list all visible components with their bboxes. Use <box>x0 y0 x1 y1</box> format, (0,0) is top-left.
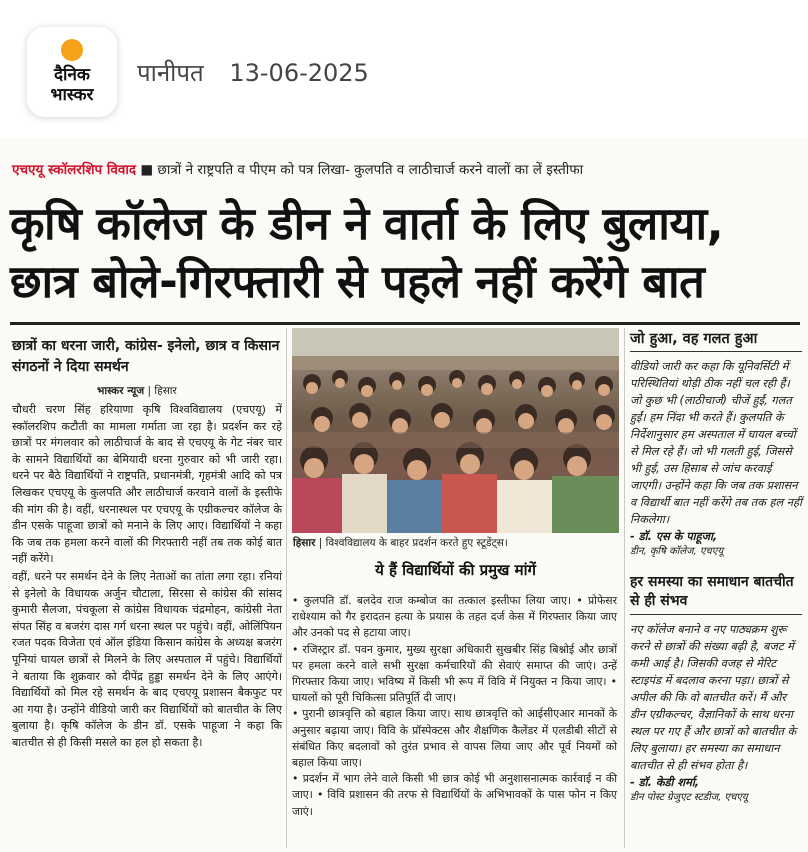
demand-item: • कुलपति डॉ. बलदेव राज कम्बोज का तत्काल इस्तीफा लिया जाए। • प्रोफेसर राधेश्याम को गैर इरादतन हत्या के प्रयास के तहत दर्ज केस में गिरफ्तार किया जाए और उनको पद से हटाया जाए। <box>292 594 617 640</box>
article-byline: भास्कर न्यूज | हिसार <box>97 385 177 397</box>
logo-line1: दैनिक <box>54 65 90 85</box>
demands-title: ये हैं विद्यार्थियों की प्रमुख मांगें <box>375 561 536 579</box>
article-kicker <box>12 160 583 178</box>
headline-line1: कृषि कॉलेज के डीन ने वार्ता के लिए बुलाया, <box>10 197 724 250</box>
sidebar-column <box>630 330 802 805</box>
caption-text: विश्वविद्यालय के बाहर प्रदर्शन करते हुए स्टूडेंट्स। <box>325 537 508 549</box>
newspaper-clipping <box>0 138 808 852</box>
edition-date: 13-06-2025 <box>229 59 369 87</box>
crowd-illustration <box>292 328 619 533</box>
column-divider-right <box>624 328 625 848</box>
photo-caption: हिसार | विश्वविद्यालय के बाहर प्रदर्शन करते हुए स्टूडेंट्स। <box>293 537 508 549</box>
sidebar-box2-designation: डीन पोस्ट ग्रेजुएट स्टडीज, एचएयू <box>630 792 748 803</box>
demands-list <box>292 593 617 820</box>
headline-line2: छात्र बोले-गिरफ्तारी से पहले नहीं करेंगे बात <box>10 255 705 308</box>
sidebar-box1-signature: - डॉ. एस के पाहूजा, <box>630 530 718 543</box>
main-story-column <box>12 336 282 752</box>
edition-city: पानीपत <box>137 59 204 87</box>
sidebar-box1-body: वीडियो जारी कर कहा कि यूनिवर्सिटी में परिस्थितियां थोड़ी ठीक नहीं चल रही हैं। जो कुछ भी (लाठीचार्ज) चीजें हुईं, गलत हुईं। हम निंदा भी करते हैं। कुलपति के निर्देशानुसार हम अस्पताल में घायल बच्चों से मिल रहे हैं। जो भी गलती हुई, जिससे भी हुई, उस हिसाब से जांच करवाई जाएगी। उन्होंने कहा कि जब तक प्रशासन व विद्यार्थी बात नहीं करेंगे तब तक हल नहीं निकलेगा। <box>630 360 802 526</box>
byline-source: भास्कर न्यूज <box>97 385 145 397</box>
article-headline <box>10 195 800 311</box>
app-header <box>0 0 808 138</box>
kicker-label: एचएयू स्कॉलरशिप विवाद <box>12 162 137 178</box>
demand-item: • पुरानी छात्रवृत्ति को बहाल किया जाए। साथ छात्रवृत्ति को आईसीएआर मानकों के अनुसार बढ़ाया जाए। विवि के प्रॉस्पेक्टस और शैक्षणिक कैलेंडर में एलडीबी सीटों से संबंधित किए बदलावों को तुरंत प्रभाव से वापस लिया जाए और पूर्व नियमों को बहाल किया जाए। <box>292 707 617 770</box>
article-subheading: छात्रों का धरना जारी, कांग्रेस- इनेलो, छात्र व किसान संगठनों ने दिया समर्थन <box>12 338 280 375</box>
logo-line2: भास्कर <box>50 85 94 105</box>
headline-rule <box>10 322 800 325</box>
body-paragraph-2: वहीं, धरने पर समर्थन देने के लिए नेताओं का तांता लगा रहा। रनियां से इनेलो के विधायक अर्जुन चौटाला, सिरसा से कांग्रेस की सांसद कुमारी सैलजा, पंचकूला से कांग्रेस विधायक चंद्रमोहन, कांग्रेसी नेता संपत सिंह व बजरंग दास गर्ग धरना स्थल पर पहुंचे। वहीं, ओलिंपियन रजत पदक विजेता एवं ऑल इंडिया किसान कांग्रेस के अध्यक्ष बजरंग पूनियां घायल छात्रों से मिलने के लिए अस्पताल में पहुंचे। विद्यार्थियों ने बताया कि शुक्रवार को दीपेंद्र हुड्डा समर्थन देने के लिए आएंगे। विद्यार्थियों को मिल रहे समर्थन के बाद एचएयू प्रशासन बैकफुट पर आ गया है। उन्होंने वीडियो जारी कर विद्यार्थियों को बातचीत के लिए बुलाया है। कृषि कॉलेज के डीन डॉ. एसके पाहूजा ने कहा कि बातचीत से ही किसी मसले का हल हो सकता है। <box>12 569 282 749</box>
sidebar-box1-title: जो हुआ, वह गलत हुआ <box>630 330 802 352</box>
kicker-text: छात्रों ने राष्ट्रपति व पीएम को पत्र लिखा- कुलपति व लाठीचार्ज करने वालों का लें इस्तीफा <box>157 162 584 178</box>
body-paragraph-1: चौधरी चरण सिंह हरियाणा कृषि विश्वविद्यालय (एचएयू) में स्कॉलरशिप कटौती का मामला गर्माता जा रहा है। प्रदर्शन कर रहे छात्रों पर मंगलवार को लाठीचार्ज के बाद से एचएयू के गेट नंबर चार के सामने विद्यार्थियों का बेमियादी धरना गुरुवार को भी जारी रहा। धरने पर बैठे विद्यार्थियों ने राष्ट्रपति, प्रधानमंत्री, गृहमंत्री आदि को पत्र लिखकर एचएयू के कुलपति और लाठीचार्ज करवाने वालों के इस्तीफे की मांग की है। वहीं, धरनास्थल पर एचएयू के एग्रीकल्चर कॉलेज के डीन एसके पाहूजा छात्रों को मनाने के लिए आए। विद्यार्थियों ने कहा कि जब तक हमला करने वालों की गिरफ्तारी नहीं तब तक कोई बात नहीं करेंगे। <box>12 403 282 566</box>
dainik-bhaskar-logo[interactable] <box>27 27 117 117</box>
article-body <box>12 402 282 751</box>
sidebar-box2-signature: - डॉ. केडी शर्मा, <box>630 776 700 789</box>
byline-place: हिसार <box>154 385 177 397</box>
kicker-separator: ■ <box>140 162 158 178</box>
sidebar-box2-title: हर समस्या का समाधान बातचीत से ही संभव <box>630 573 802 615</box>
demand-item: • रजिस्ट्रार डॉ. पवन कुमार, मुख्य सुरक्षा अधिकारी सुखबीर सिंह बिश्नोई और छात्रों पर हमला करने वाले सभी सुरक्षा कर्मचारियों की सेवाएं समाप्त की जाएं। उन्हें गिरफ्तार किया जाए। भविष्य में किसी भी रूप में विवि में नियुक्त न किया जाए। • घायलों को पूरी चिकित्सा प्रतिपूर्ति दी जाए। <box>292 642 617 705</box>
column-divider-left <box>286 328 287 848</box>
edition-dateline <box>137 56 387 89</box>
demand-item: • प्रदर्शन में भाग लेने वाले किसी भी छात्र कोई भी अनुशासनात्मक कार्रवाई न की जाए। • विवि प्रशासन की तरफ से विद्यार्थियों के अभिभावकों के पास फोन न किए जाएं। <box>292 772 617 818</box>
caption-place: हिसार <box>293 537 316 549</box>
sun-logo-icon <box>61 39 83 61</box>
sidebar-box2-body: नए कॉलेज बनाने व नए पाठ्यक्रम शुरू करने से छात्रों की संख्या बढ़ी है, बजट में कमी आई है। जिसकी वजह से मेरिट स्टाइपंड में बदलाव करना पड़ा। छात्रों से अपील की कि वो बातचीत करें। मैं और डीन एग्रीकल्चर, वैज्ञानिकों के साथ धरना स्थल पर गए हैं और छात्रों को बातचीत के लिए बुलाया। हर समस्या का समाधान बातचीत से ही संभव होता है। <box>630 623 797 772</box>
sidebar-box1-designation: डीन, कृषि कॉलेज, एचएयू <box>630 546 724 557</box>
protest-photo <box>292 328 619 533</box>
